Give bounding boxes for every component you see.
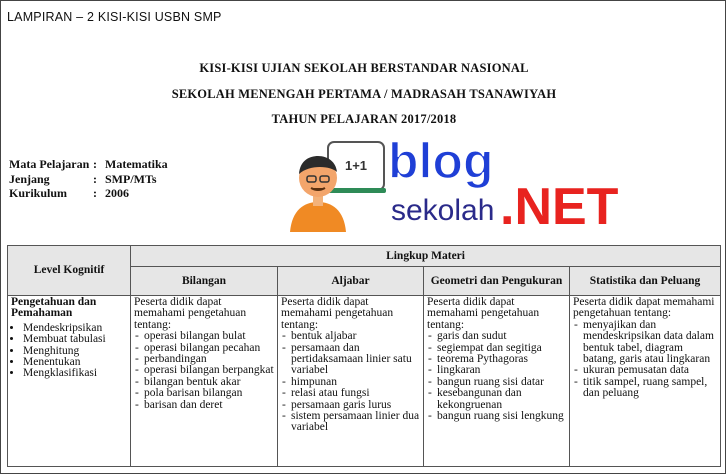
cell-intro: Peserta didik dapat memahami pengetahuan tentang: bbox=[573, 296, 715, 320]
meta-colon: : bbox=[93, 157, 97, 171]
list-item: • Membuat tabulasi bbox=[23, 334, 127, 345]
list-item: - operasi bilangan pecahan bbox=[134, 343, 274, 354]
cell-list bbox=[573, 320, 717, 400]
list-item: - menyajikan dan mendeskripsikan data dalam bentuk tabel, diagram batang, garis atau lingkaran bbox=[573, 320, 717, 366]
list-item: - ukuran pemusatan data bbox=[573, 365, 717, 376]
meta-value: Matematika bbox=[105, 157, 168, 171]
meta-key: Jenjang bbox=[9, 171, 50, 186]
list-item: - himpunan bbox=[281, 377, 420, 388]
header-bilangan: Bilangan bbox=[131, 267, 278, 296]
teacher-board-icon bbox=[290, 142, 386, 232]
cell-statistika bbox=[570, 296, 721, 467]
list-item: - persamaan garis lurus bbox=[281, 400, 420, 411]
header-label: LAMPIRAN – 2 KISI-KISI USBN SMP bbox=[7, 10, 222, 24]
meta-value: SMP/MTs bbox=[105, 171, 157, 186]
header-statistika: Statistika dan Peluang bbox=[570, 267, 721, 296]
list-item: - operasi bilangan bulat bbox=[134, 331, 274, 342]
title-line-3: TAHUN PELAJARAN 2017/2018 bbox=[271, 112, 457, 126]
cell-intro: Peserta didik dapat memahami pengetahuan tentang: bbox=[427, 296, 540, 331]
list-item: - sistem persamaan linier dua variabel bbox=[281, 411, 420, 434]
header-lingkup-materi: Lingkup Materi bbox=[131, 246, 721, 267]
list-item: - barisan dan deret bbox=[134, 400, 274, 411]
header-level-kognitif: Level Kognitif bbox=[8, 246, 131, 296]
list-item: - kesebangunan dan kekongruenan bbox=[427, 388, 566, 411]
board-text: 1+1 bbox=[344, 158, 368, 173]
teacher-neck bbox=[313, 196, 323, 206]
cell-bilangan bbox=[131, 296, 278, 467]
list-item: - bilangan bentuk akar bbox=[134, 377, 274, 388]
title-block bbox=[1, 56, 727, 133]
blogsekolah-logo bbox=[288, 133, 619, 236]
meta-colon: : bbox=[93, 186, 97, 200]
cell-list bbox=[134, 331, 274, 411]
title-line-1: KISI-KISI UJIAN SEKOLAH BERSTANDAR NASIONAL bbox=[199, 61, 529, 75]
meta-key: Kurikulum bbox=[9, 186, 68, 200]
list-item: - segiempat dan segitiga bbox=[427, 343, 566, 354]
level-title: Pengetahuan dan Pemahaman bbox=[11, 296, 97, 320]
list-item: - titik sampel, ruang sampel, dan peluang bbox=[573, 377, 717, 400]
mustache bbox=[311, 188, 325, 190]
list-item: - garis dan sudut bbox=[427, 331, 566, 342]
cell-geometri bbox=[424, 296, 570, 467]
list-item: - bangun ruang sisi lengkung bbox=[427, 411, 566, 422]
list-item: - bentuk aljabar bbox=[281, 331, 420, 342]
list-item: - persamaan dan pertidaksamaan linier satu variabel bbox=[281, 343, 420, 377]
cell-list bbox=[427, 331, 566, 422]
list-item: • Mendeskripsikan bbox=[23, 323, 127, 334]
logo-word-net: .NET bbox=[500, 178, 619, 236]
list-item: • Mengklasifikasi bbox=[23, 368, 127, 379]
meta-row-subject bbox=[9, 157, 168, 172]
cell-intro: Peserta didik dapat memahami pengetahuan tentang: bbox=[134, 296, 247, 331]
header-geometri: Geometri dan Pengukuran bbox=[424, 267, 570, 296]
meta-key: Mata Pelajaran bbox=[9, 157, 90, 171]
cell-list bbox=[281, 331, 420, 434]
list-item: - relasi atau fungsi bbox=[281, 388, 420, 399]
meta-row-curriculum bbox=[9, 186, 168, 201]
list-item: - operasi bilangan berpangkat bbox=[134, 365, 274, 376]
meta-colon: : bbox=[93, 171, 97, 186]
header-aljabar: Aljabar bbox=[278, 267, 424, 296]
board-ledge bbox=[326, 188, 386, 193]
kisi-table bbox=[7, 245, 721, 467]
level-list bbox=[11, 323, 127, 380]
logo-word-blog: blog bbox=[388, 133, 494, 189]
list-item: • Menentukan bbox=[23, 357, 127, 368]
meta-row-level bbox=[9, 172, 168, 187]
level-cell bbox=[8, 296, 131, 467]
logo-word-sekolah: sekolah bbox=[391, 194, 495, 227]
list-item: - pola barisan bilangan bbox=[134, 388, 274, 399]
list-item: - bangun ruang sisi datar bbox=[427, 377, 566, 388]
meta-block bbox=[9, 157, 168, 201]
list-item: - lingkaran bbox=[427, 365, 566, 376]
title-line-2: SEKOLAH MENENGAH PERTAMA / MADRASAH TSANAWIYAH bbox=[171, 86, 557, 101]
teacher-body bbox=[290, 202, 346, 232]
cell-intro: Peserta didik dapat memahami pengetahuan tentang: bbox=[281, 296, 394, 331]
list-item: - teorema Pythagoras bbox=[427, 354, 566, 365]
meta-value: 2006 bbox=[105, 186, 129, 200]
list-item: • Menghitung bbox=[23, 346, 127, 357]
list-item: - perbandingan bbox=[134, 354, 274, 365]
cell-aljabar bbox=[278, 296, 424, 467]
